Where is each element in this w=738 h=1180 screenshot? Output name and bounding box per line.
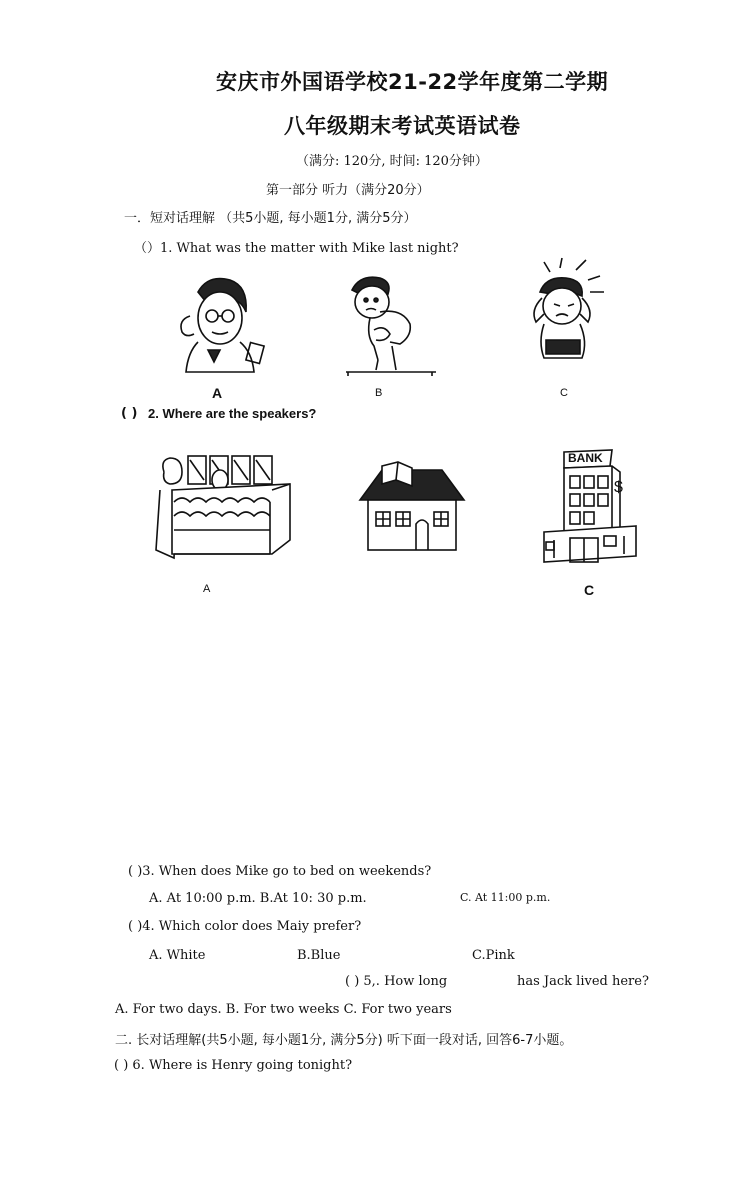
- question-6: ( ) 6. Where is Henry going tonight?: [114, 1058, 353, 1073]
- q1-label-a: A: [212, 385, 223, 401]
- part1-heading: 第一部分 听力（满分20分）: [266, 183, 430, 198]
- exam-meta: （满分: 120分, 时间: 120分钟）: [296, 154, 488, 169]
- section2-heading: 二. 长对话理解(共5小题, 每小题1分, 满分5分) 听下面一段对话, 回答6-7小题。: [115, 1033, 573, 1048]
- question-1: （）1. What was the matter with Mike last night?: [134, 241, 459, 256]
- q3-options-ab: A. At 10:00 p.m. B.At 10: 30 p.m.: [149, 891, 367, 906]
- question-5-part-b: has Jack lived here?: [517, 974, 649, 989]
- exam-title-line2: 八年级期末考试英语试卷: [284, 114, 521, 138]
- q4-option-b: B.Blue: [297, 948, 341, 963]
- stomachache-boy-icon: [340, 272, 440, 377]
- house-icon: [356, 462, 468, 554]
- q2-label-c: C: [584, 582, 595, 598]
- q2-answer-paren: ( ): [121, 406, 138, 421]
- question-3: ( )3. When does Mike go to bed on weekends?: [128, 864, 432, 879]
- exam-title-line1: 安庆市外国语学校21-22学年度第二学期: [216, 70, 609, 94]
- section1-heading: 一．短对话理解 （共5小题, 每小题1分, 满分5分）: [124, 211, 417, 226]
- svg-text:$: $: [614, 479, 623, 496]
- q4-option-c: C.Pink: [472, 948, 515, 963]
- q3-option-c: C. At 11:00 p.m.: [460, 891, 551, 904]
- question-5-part-a: ( ) 5,. How long: [345, 974, 448, 989]
- bank-sign-text: BANK: [568, 451, 603, 465]
- market-stall-icon: [152, 450, 294, 565]
- q4-option-a: A. White: [149, 948, 206, 963]
- headache-boy-icon: [516, 262, 616, 377]
- q1-label-c: C: [560, 387, 568, 399]
- question-2: 2. Where are the speakers?: [148, 406, 317, 421]
- bank-building-icon: [540, 446, 640, 568]
- sick-person-icon: [168, 272, 268, 377]
- q5-options: A. For two days. B. For two weeks C. For two years: [115, 1002, 452, 1017]
- question-4: ( )4. Which color does Maiy prefer?: [128, 919, 362, 934]
- q1-label-b: B: [375, 387, 383, 399]
- q2-label-a: A: [203, 583, 211, 595]
